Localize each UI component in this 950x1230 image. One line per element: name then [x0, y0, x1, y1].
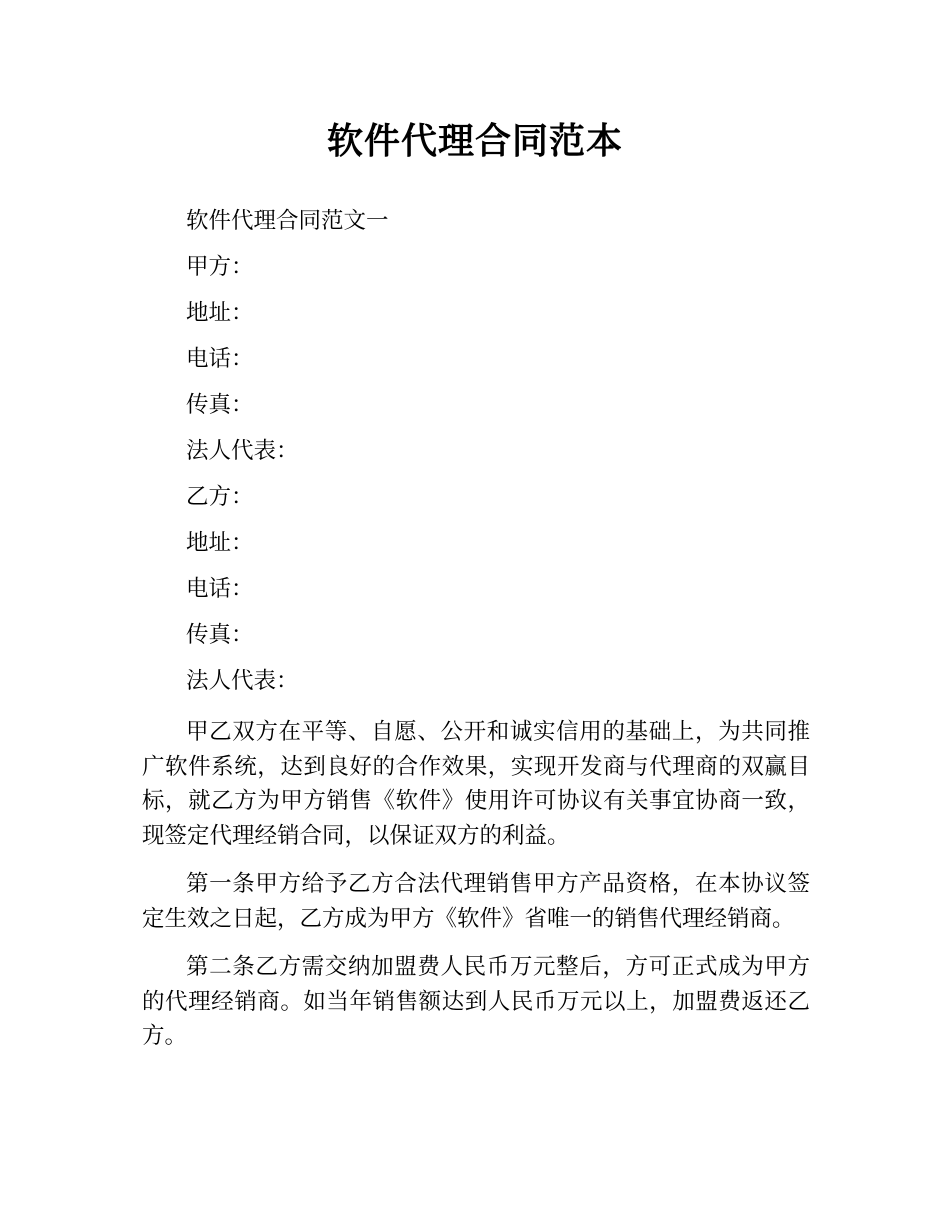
- document-body: [142, 198, 810, 1068]
- article-1-paragraph: 第一条甲方给予乙方合法代理销售甲方产品资格，在本协议签定生效之日起，乙方成为甲方《软件》省唯一的销售代理经销商。: [142, 871, 810, 932]
- party-a-fax: 传真：: [186, 392, 254, 418]
- article-2-paragraph: 第二条乙方需交纳加盟费人民币万元整后，方可正式成为甲方的代理经销商。如当年销售额达到人民币万元以上，加盟费返还乙方。: [142, 954, 810, 1049]
- party-b-label: 乙方：: [186, 484, 254, 510]
- party-a-label: 甲方：: [186, 254, 254, 280]
- party-b-phone: 电话：: [186, 576, 254, 602]
- party-a-phone: 电话：: [186, 346, 254, 372]
- party-b-fax: 传真：: [186, 622, 254, 648]
- preamble-paragraph: 甲乙双方在平等、自愿、公开和诚实信用的基础上，为共同推广软件系统，达到良好的合作效果，实现开发商与代理商的双赢目标，就乙方为甲方销售《软件》使用许可协议有关事宜协商一致，现签定代理经销合同，以保证双方的利益。: [142, 719, 810, 849]
- party-a-legal-rep: 法人代表：: [186, 438, 299, 464]
- party-b-address: 地址：: [186, 530, 254, 556]
- party-a-address: 地址：: [186, 300, 254, 326]
- party-b-legal-rep: 法人代表：: [186, 668, 299, 694]
- document-title: 软件代理合同范本: [326, 121, 623, 162]
- document-subtitle: 软件代理合同范文一: [186, 208, 389, 234]
